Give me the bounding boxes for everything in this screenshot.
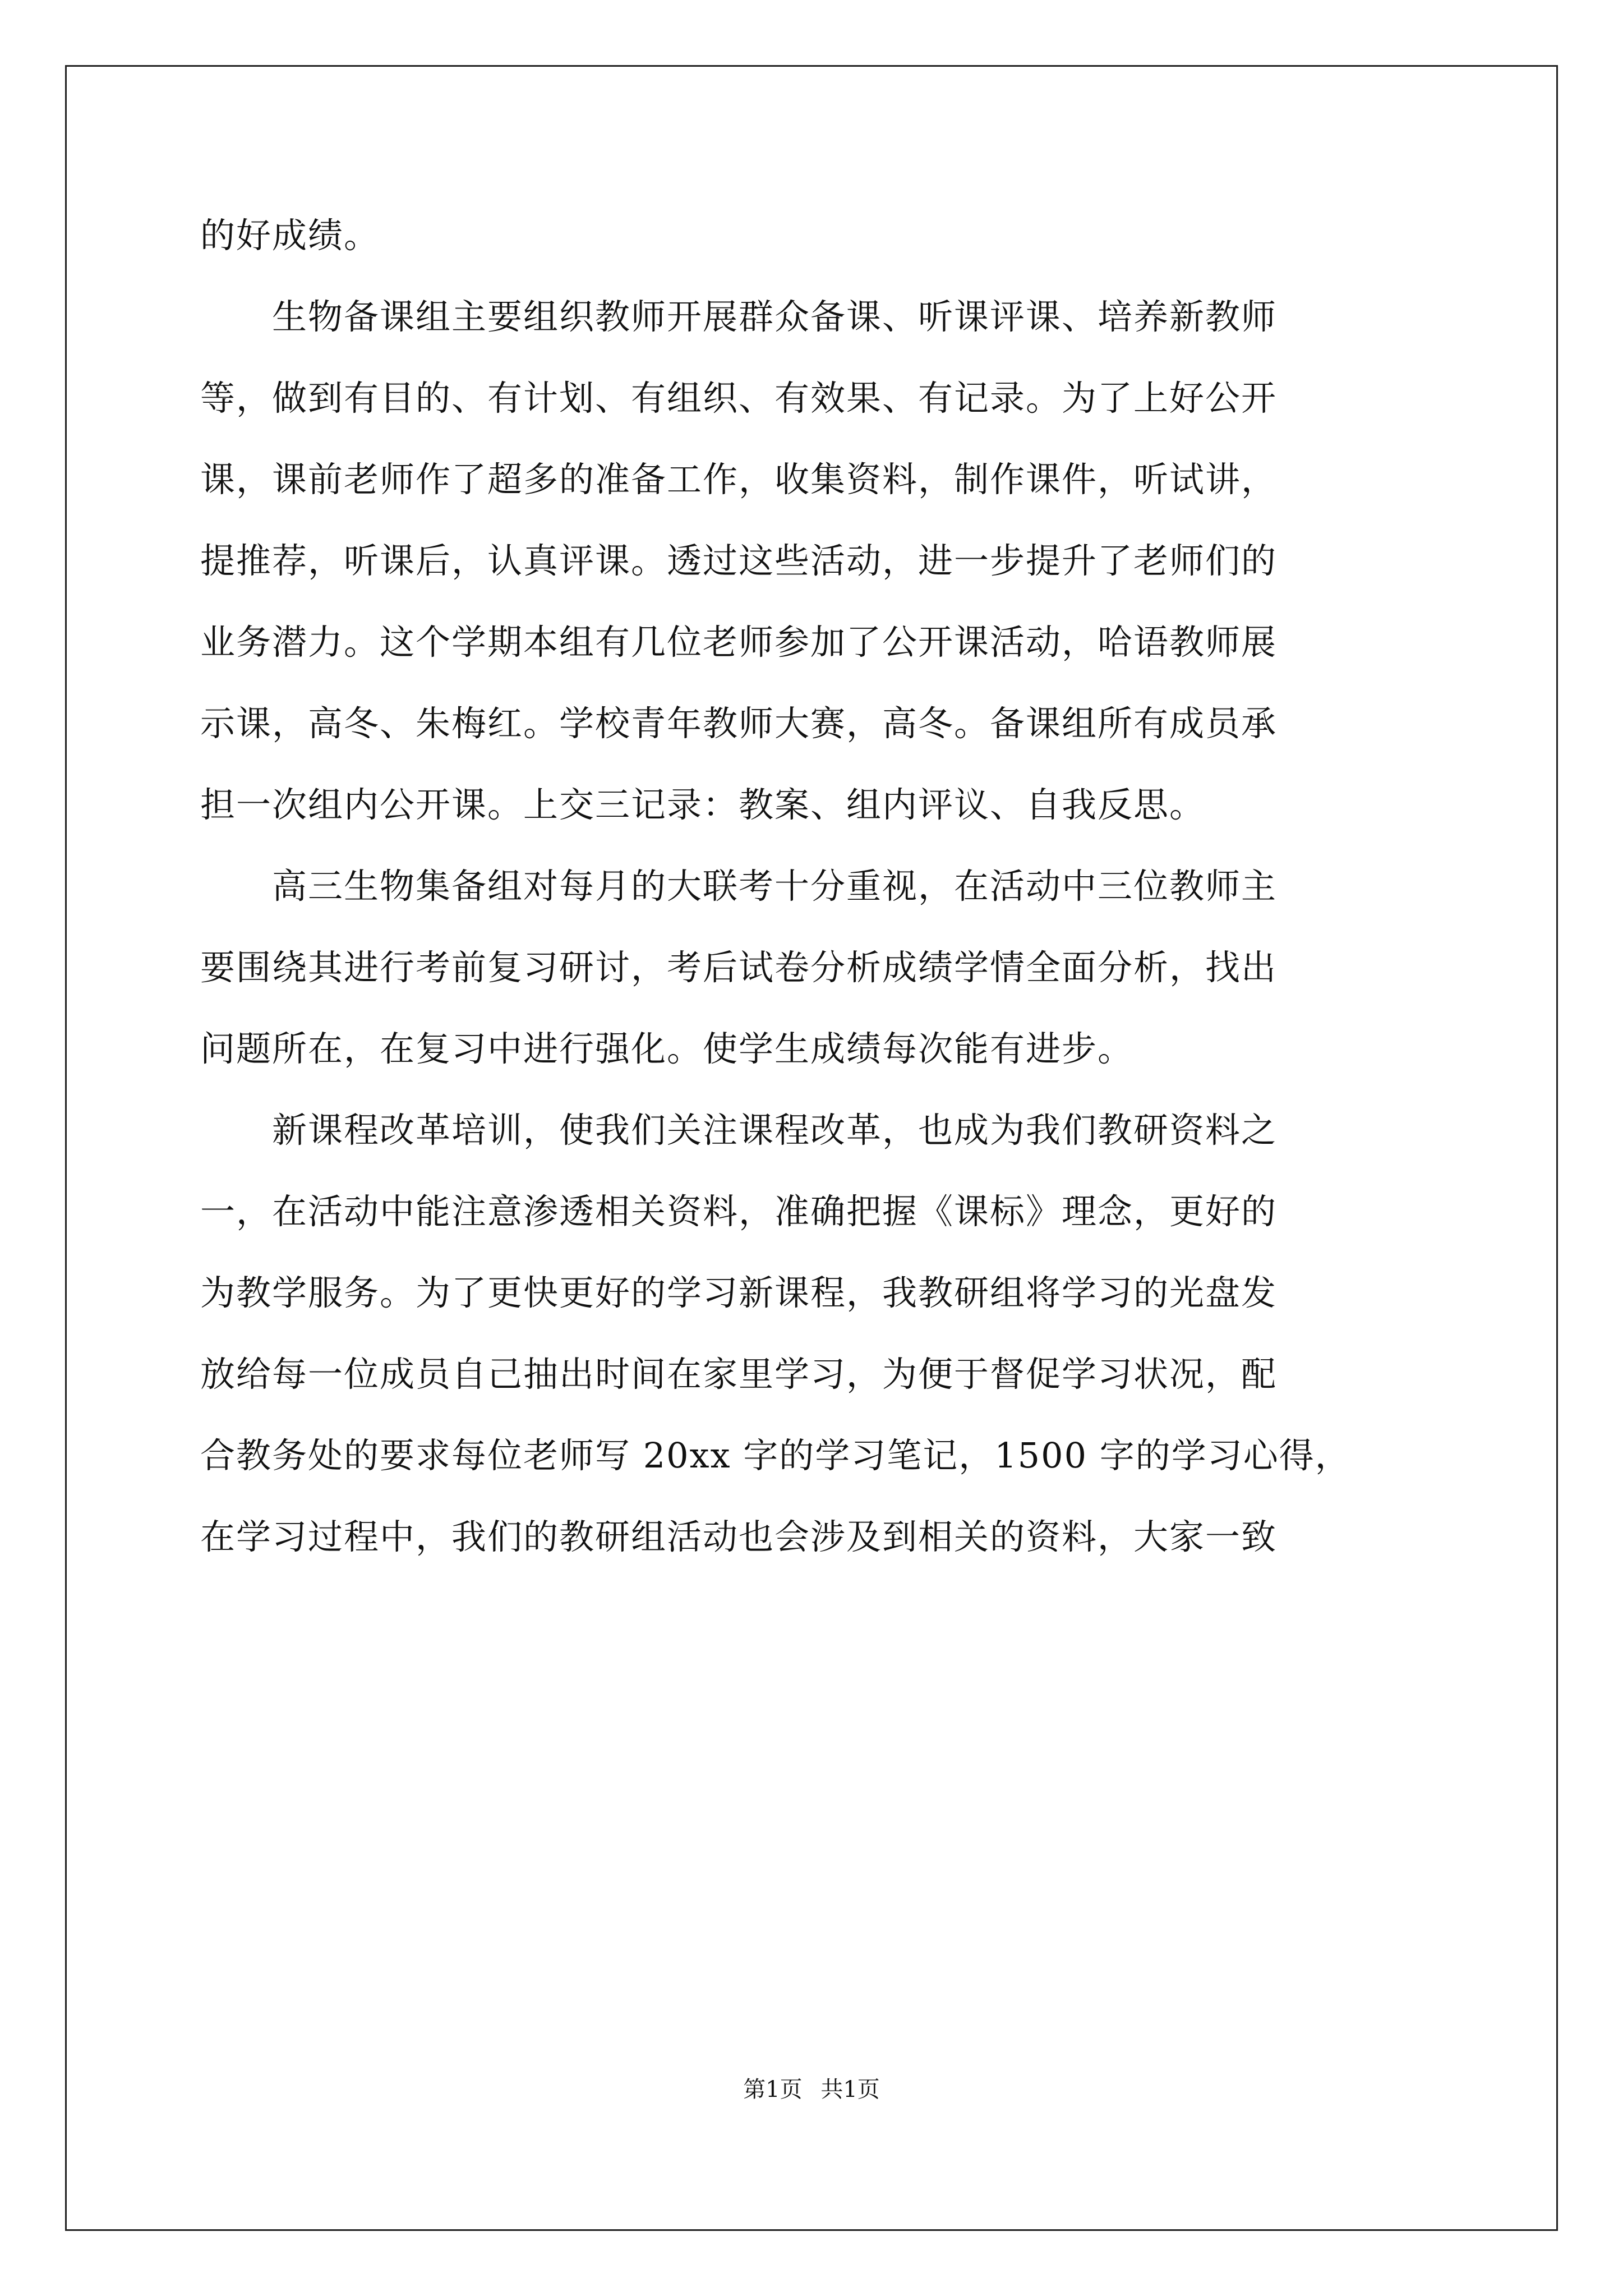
text-line: 业务潜力。这个学期本组有几位老师参加了公开课活动，哈语教师展 bbox=[200, 622, 1278, 662]
page-footer bbox=[0, 2076, 1623, 2104]
text-line: 示课，高冬、朱梅红。学校青年教师大赛，高冬。备课组所有成员承 bbox=[200, 703, 1278, 744]
text-line: 为教学服务。为了更快更好的学习新课程，我教研组将学习的光盘发 bbox=[200, 1272, 1278, 1313]
text-line: 的好成绩。 bbox=[200, 215, 380, 256]
text-line: 担一次组内公开课。上交三记录：教案、组内评议、自我反思。 bbox=[200, 784, 1206, 825]
text-line: 合教务处的要求每位老师写 20xx 字的学习笔记，1500 字的学习心得， bbox=[200, 1435, 1351, 1476]
text-line: 生物备课组主要组织教师开展群众备课、听课评课、培养新教师 bbox=[200, 296, 1278, 337]
text-line: 问题所在，在复习中进行强化。使学生成绩每次能有进步。 bbox=[200, 1028, 1134, 1069]
text-line: 高三生物集备组对每月的大联考十分重视，在活动中三位教师主 bbox=[200, 866, 1278, 907]
text-line: 等，做到有目的、有计划、有组织、有效果、有记录。为了上好公开 bbox=[200, 378, 1278, 418]
text-line: 在学习过程中，我们的教研组活动也会涉及到相关的资料，大家一致 bbox=[200, 1516, 1278, 1557]
text-line: 课，课前老师作了超多的准备工作，收集资料，制作课件，听试讲， bbox=[200, 459, 1278, 500]
page-total: 共1页 bbox=[820, 2077, 880, 2102]
text-line: 提推荐，听课后，认真评课。透过这些活动，进一步提升了老师们的 bbox=[200, 540, 1278, 581]
page-number: 第1页 bbox=[743, 2077, 803, 2102]
text-line: 新课程改革培训，使我们关注课程改革，也成为我们教研资料之 bbox=[200, 1110, 1278, 1151]
text-line: 放给每一位成员自己抽出时间在家里学习，为便于督促学习状况，配 bbox=[200, 1354, 1278, 1395]
text-line: 一，在活动中能注意渗透相关资料，准确把握《课标》理念，更好的 bbox=[200, 1191, 1278, 1232]
text-line: 要围绕其进行考前复习研讨，考后试卷分析成绩学情全面分析，找出 bbox=[200, 947, 1278, 988]
